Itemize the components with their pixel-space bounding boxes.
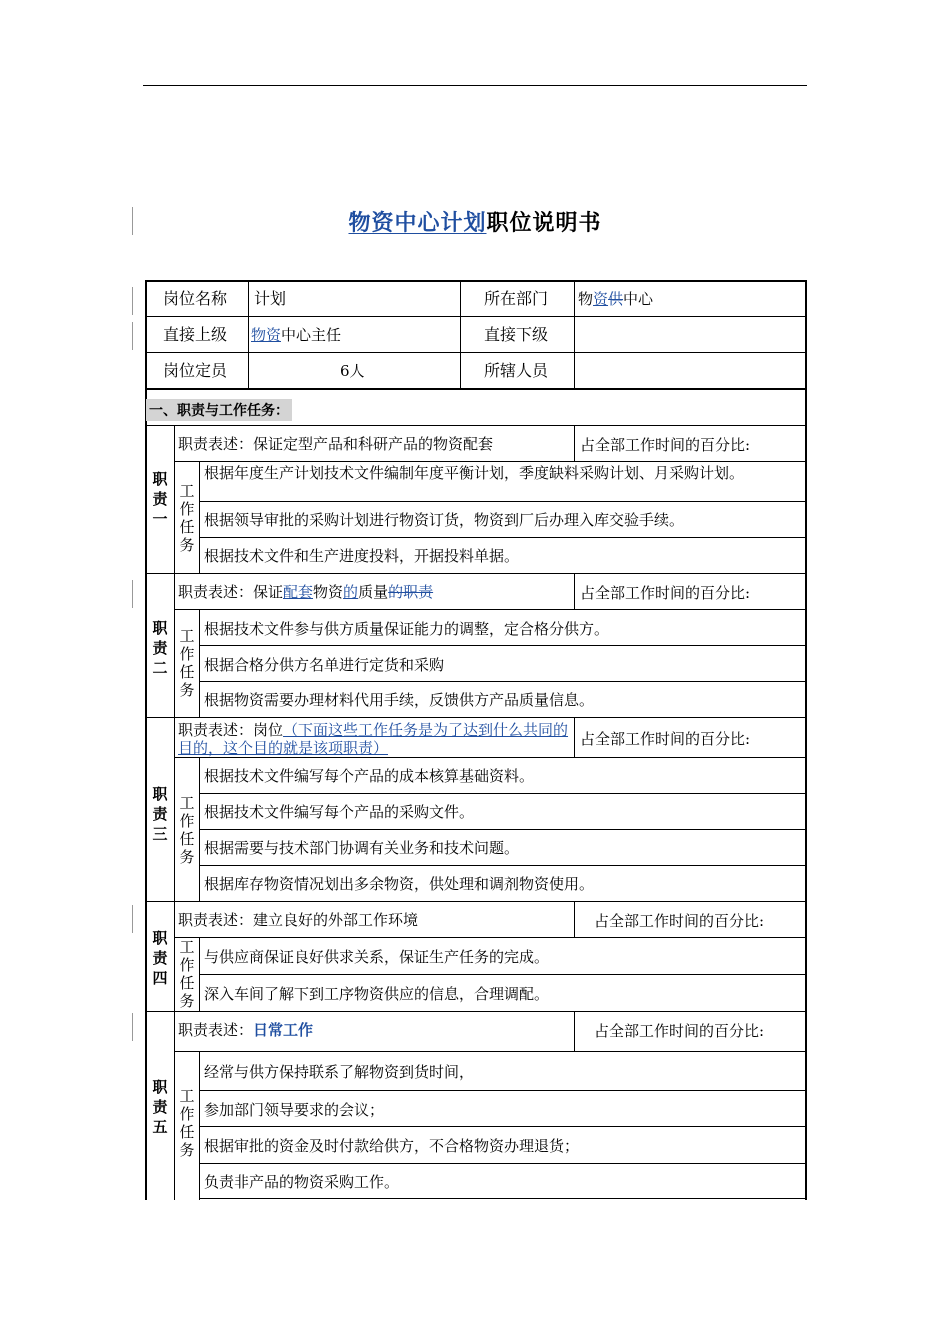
grid-line bbox=[199, 537, 807, 538]
desc-text: 职责表述：岗位 bbox=[178, 721, 284, 739]
margin-mark bbox=[132, 287, 133, 315]
grid-line bbox=[199, 865, 807, 866]
department-text: 中心 bbox=[623, 290, 654, 308]
task-item: 根据需要与技术部门协调有关业务和技术问题。 bbox=[204, 839, 520, 857]
department-value bbox=[578, 290, 653, 308]
grid-line bbox=[145, 352, 807, 353]
percent-label: 占全部工作时间的百分比: bbox=[580, 436, 751, 454]
grid-line bbox=[199, 1163, 807, 1164]
grid-line bbox=[199, 645, 807, 646]
grid-line bbox=[574, 425, 575, 461]
header-rule bbox=[143, 85, 807, 86]
desc-inserted: 日常工作 bbox=[253, 1021, 314, 1039]
grid-line bbox=[574, 573, 575, 609]
task-item: 根据领导审批的采购计划进行物资订货，物资到厂后办理入库交验手续。 bbox=[204, 511, 685, 529]
margin-mark bbox=[132, 905, 133, 933]
grid-line bbox=[199, 609, 200, 717]
superior-inserted: 物资 bbox=[251, 326, 282, 344]
grid-line bbox=[145, 573, 807, 574]
margin-mark bbox=[132, 580, 133, 608]
department-label: 所在部门 bbox=[484, 289, 549, 308]
grid-line bbox=[199, 501, 807, 502]
task-label: 工作任务 bbox=[179, 938, 195, 1010]
duty-description bbox=[178, 1021, 313, 1039]
grid-line bbox=[199, 461, 200, 573]
superior-value bbox=[251, 326, 341, 344]
grid-line bbox=[174, 937, 807, 938]
grid-line bbox=[145, 316, 807, 317]
grid-line bbox=[174, 757, 807, 758]
page-title bbox=[0, 206, 950, 237]
grid-line bbox=[174, 1051, 807, 1052]
desc-text: 物资 bbox=[313, 583, 344, 601]
grid-line bbox=[174, 461, 807, 462]
duty-description: 职责表述：保证定型产品和科研产品的物资配套 bbox=[178, 435, 494, 453]
task-label: 工作任务 bbox=[179, 627, 195, 699]
task-item: 根据审批的资金及时付款给供方，不合格物资办理退货； bbox=[204, 1137, 580, 1155]
duty-name: 职责三 bbox=[152, 785, 168, 843]
duty-description bbox=[178, 721, 573, 757]
desc-inserted: 的 bbox=[343, 583, 359, 601]
percent-label: 占全部工作时间的百分比: bbox=[594, 1022, 765, 1040]
desc-text: 质量 bbox=[358, 583, 389, 601]
grid-line bbox=[199, 681, 807, 682]
duty-description: 职责表述：建立良好的外部工作环境 bbox=[178, 911, 419, 929]
department-deleted: 供 bbox=[608, 290, 624, 308]
task-label: 工作任务 bbox=[179, 794, 195, 866]
grid-line bbox=[199, 974, 807, 975]
task-item: 负责非产品的物资采购工作。 bbox=[204, 1173, 400, 1191]
desc-inserted: 配套 bbox=[283, 583, 314, 601]
task-item: 根据技术文件参与供方质量保证能力的调整，定合格分供方。 bbox=[204, 620, 610, 638]
grid-line bbox=[199, 1198, 807, 1199]
task-item: 与供应商保证良好供求关系，保证生产任务的完成。 bbox=[204, 948, 550, 966]
task-item: 根据年度生产计划技术文件编制年度平衡计划，季度缺料采购计划、月采购计划。 bbox=[204, 464, 745, 482]
task-label: 工作任务 bbox=[179, 1087, 195, 1159]
desc-text: 职责表述： bbox=[178, 1021, 254, 1039]
grid-line bbox=[199, 793, 807, 794]
grid-line bbox=[574, 901, 575, 937]
duty-name: 职责四 bbox=[152, 929, 168, 987]
percent-label: 占全部工作时间的百分比: bbox=[594, 912, 765, 930]
headcount-value: 6人 bbox=[340, 362, 365, 380]
desc-text: 职责表述：保证 bbox=[178, 583, 284, 601]
section-title: 一、职责与工作任务： bbox=[146, 399, 292, 421]
percent-label: 占全部工作时间的百分比: bbox=[580, 584, 751, 602]
duty-name: 职责一 bbox=[152, 470, 168, 528]
title-rest: 职位说明书 bbox=[486, 211, 602, 236]
task-item: 深入车间了解下到工序物资供应的信息，合理调配。 bbox=[204, 985, 550, 1003]
title-highlight: 物资中心计划 bbox=[348, 211, 487, 236]
grid-line bbox=[460, 281, 461, 388]
position-name-value: 计划 bbox=[254, 289, 287, 308]
grid-line bbox=[574, 281, 575, 388]
superior-label: 直接上级 bbox=[163, 325, 228, 344]
grid-line bbox=[145, 717, 807, 718]
task-item: 参加部门领导要求的会议； bbox=[204, 1101, 385, 1119]
margin-mark bbox=[132, 1013, 133, 1041]
task-item: 根据物资需要办理材料代用手续，反馈供方产品质量信息。 bbox=[204, 691, 595, 709]
grid-line bbox=[174, 609, 807, 610]
subordinate-label: 直接下级 bbox=[484, 325, 549, 344]
department-text: 物 bbox=[578, 290, 594, 308]
task-item: 根据技术文件和生产进度投料，开据投料单据。 bbox=[204, 547, 520, 565]
duty-name: 职责五 bbox=[152, 1078, 168, 1136]
margin-mark bbox=[132, 322, 133, 350]
task-item: 根据合格分供方名单进行定货和采购 bbox=[204, 656, 445, 674]
superior-text: 中心主任 bbox=[281, 326, 342, 344]
grid-line bbox=[145, 901, 807, 902]
grid-line bbox=[574, 717, 575, 757]
desc-inserted: （下面这些工作任务是为了达到什么共同的目的，这个目的就是该项职责） bbox=[178, 721, 569, 757]
task-item: 经常与供方保持联系了解物资到货时间， bbox=[204, 1063, 475, 1081]
headcount-label: 岗位定员 bbox=[163, 361, 228, 380]
grid-line bbox=[145, 388, 807, 390]
grid-line bbox=[199, 1126, 807, 1127]
grid-line bbox=[574, 1011, 575, 1051]
grid-line bbox=[199, 829, 807, 830]
grid-line bbox=[199, 1090, 807, 1091]
grid-line bbox=[145, 1011, 807, 1012]
grid-line bbox=[248, 281, 249, 388]
position-name-label: 岗位名称 bbox=[163, 289, 228, 308]
task-item: 根据技术文件编写每个产品的成本核算基础资料。 bbox=[204, 767, 535, 785]
task-label: 工作任务 bbox=[179, 482, 195, 554]
percent-label: 占全部工作时间的百分比: bbox=[580, 730, 751, 748]
duty-description bbox=[178, 583, 433, 601]
task-item: 根据技术文件编写每个产品的采购文件。 bbox=[204, 803, 475, 821]
managed-label: 所辖人员 bbox=[484, 361, 549, 380]
grid-line bbox=[145, 425, 807, 426]
duty-name: 职责二 bbox=[152, 619, 168, 677]
task-item: 根据库存物资情况划出多余物资，供处理和调剂物资使用。 bbox=[204, 875, 595, 893]
desc-deleted: 的职责 bbox=[388, 583, 434, 601]
department-inserted: 资 bbox=[593, 290, 609, 308]
